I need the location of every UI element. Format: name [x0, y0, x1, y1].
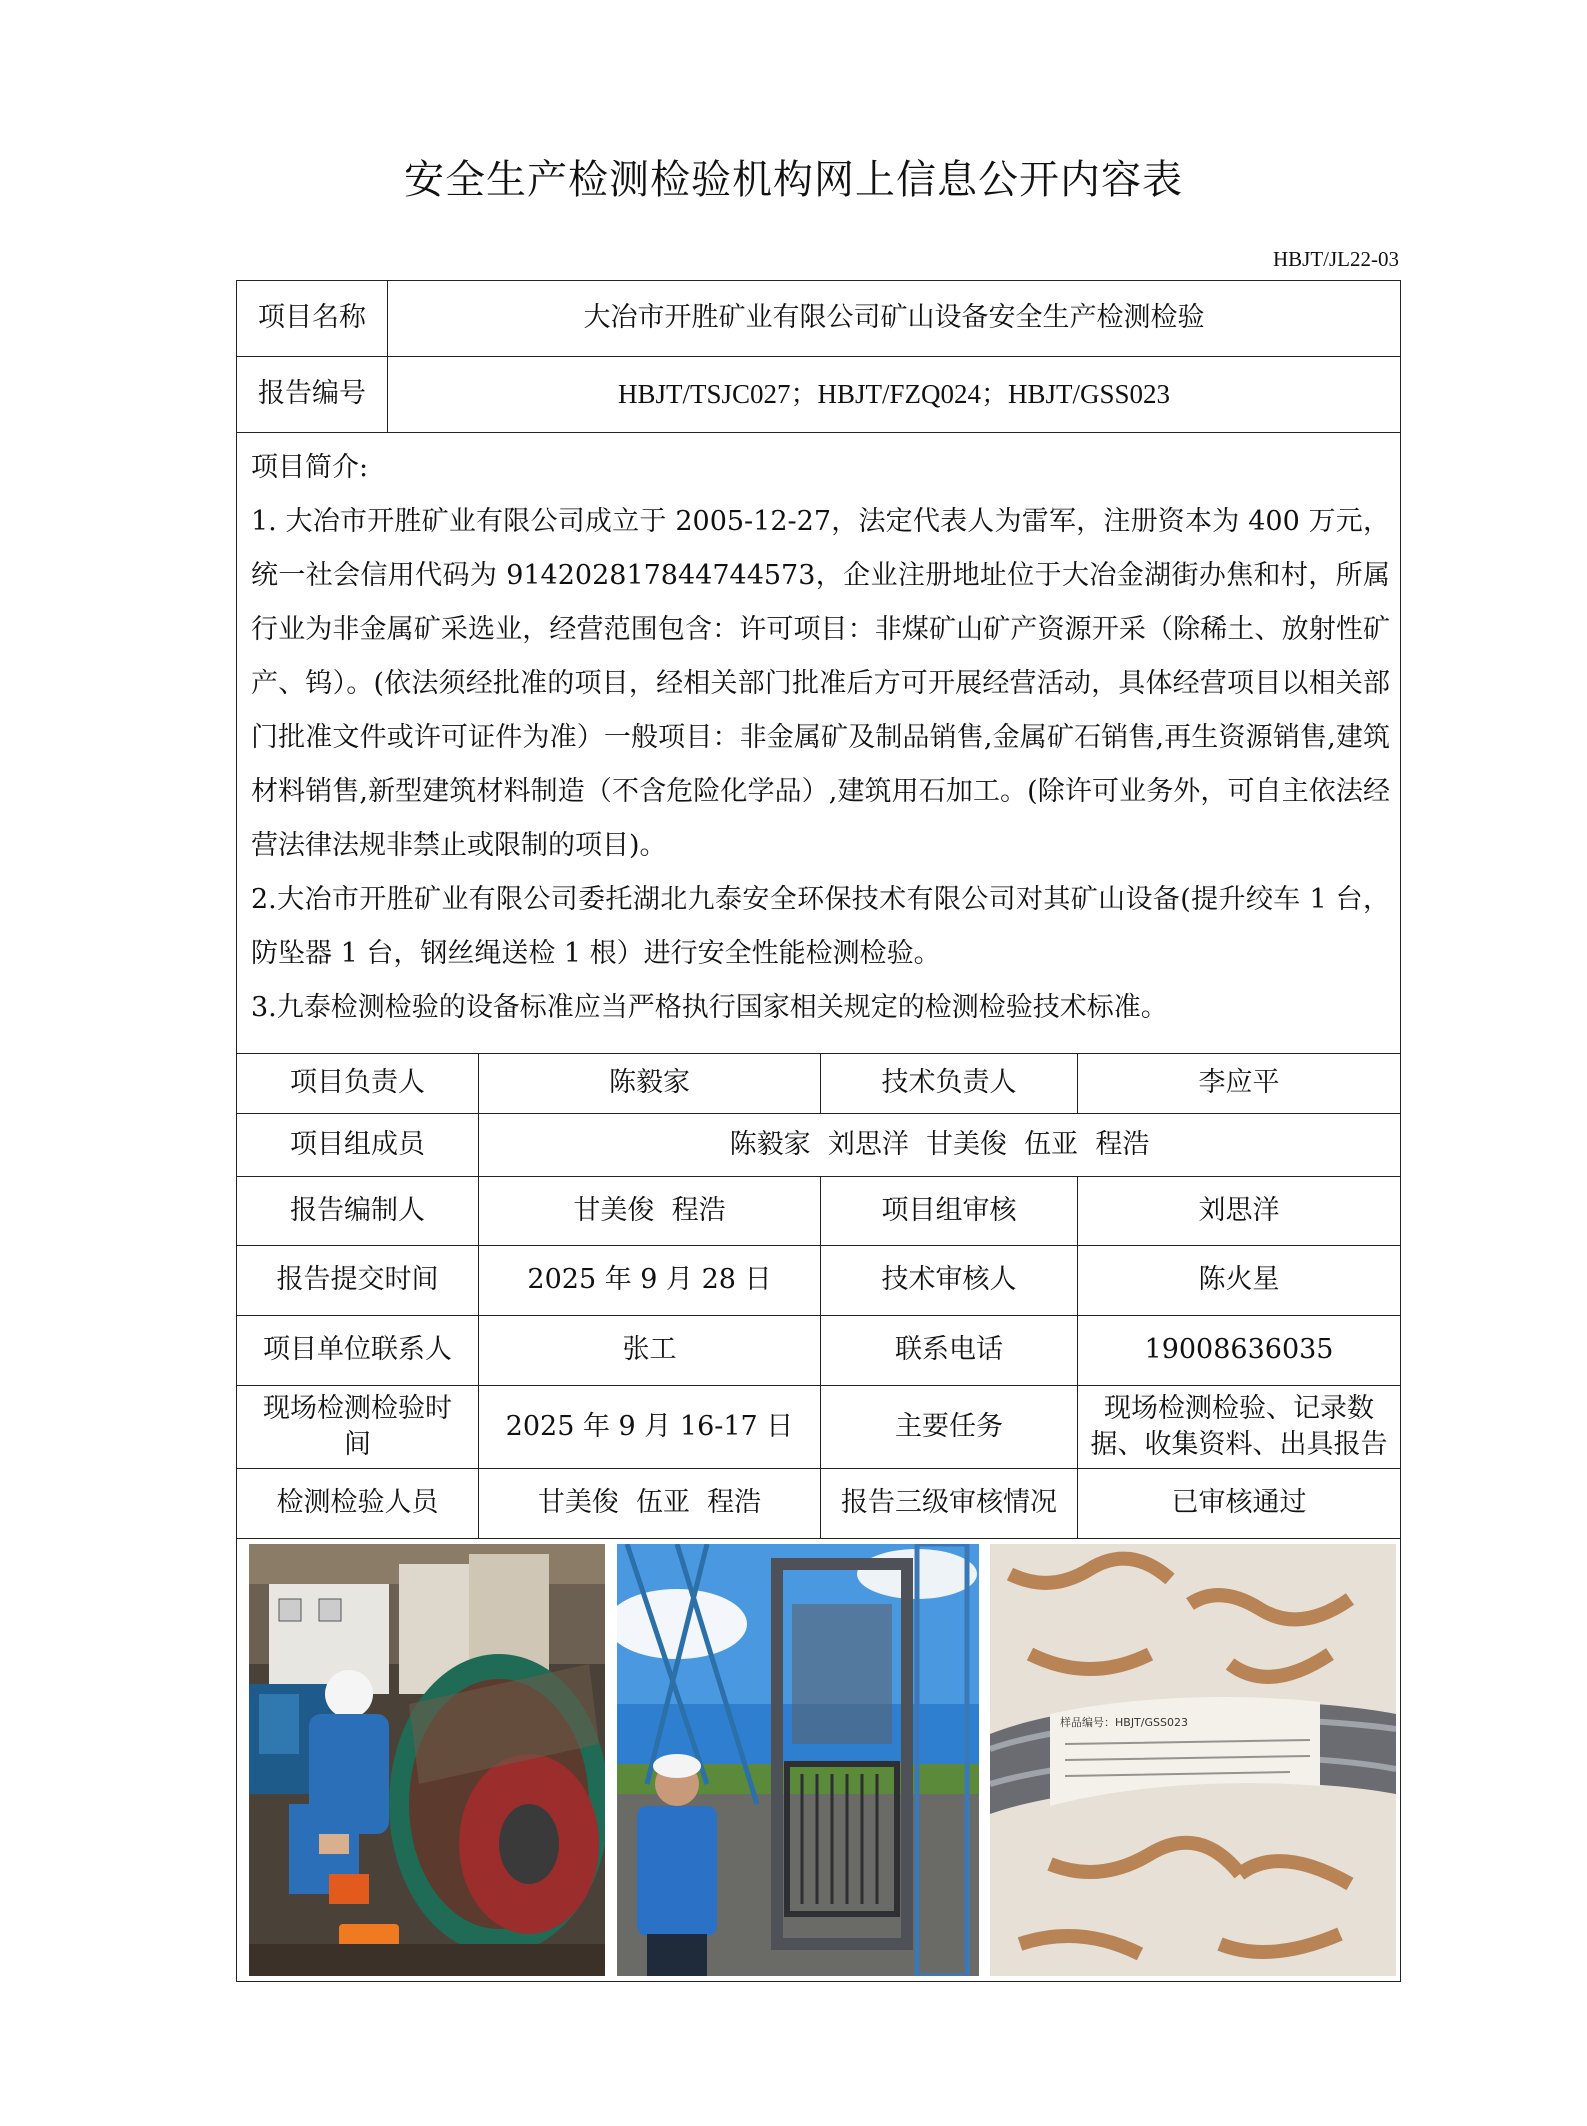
contact-value: 张工	[479, 1316, 821, 1386]
members-value: 陈毅家 刘思洋 甘美俊 伍亚 程浩	[479, 1114, 1401, 1177]
submit-time-label: 报告提交时间	[237, 1246, 479, 1316]
group-review-value: 刘思洋	[1078, 1177, 1401, 1246]
summary-heading: 项目简介:	[251, 452, 369, 483]
wire-rope-sample-photo	[990, 1544, 1396, 1976]
inspectors-value: 甘美俊 伍亚 程浩	[479, 1469, 821, 1539]
members-label: 项目组成员	[237, 1114, 479, 1177]
photo-row	[237, 1539, 1401, 1982]
summary-paragraph-1: 1. 大冶市开胜矿业有限公司成立于 2005-12-27，法定代表人为雷军，注册资本为 400 万元，统一社会信用代码为 914202817844744573，企业注册地址位于大冶金湖街办焦和村，所属行业为非金属矿采选业，经营范围包含：许可项目：非煤矿山矿产资源开采（除稀土、放射性矿产、钨）。(依法须经批准的项目，经相关部门批准后方可开展经营活动，具体经营项目以相关部门批准文件或许可证件为准）一般项目：非金属矿及制品销售,金属矿石销售,再生资源销售,建筑材料销售,新型建筑材料制造（不含危险化学品）,建筑用石加工。(除许可业务外，可自主依法经营法律法规非禁止或限制的项目)。	[251, 506, 1390, 861]
document-code: HBJT/JL22-03	[1273, 247, 1399, 271]
phone-value: 19008636035	[1078, 1316, 1401, 1386]
page-title: 安全生产检测检验机构网上信息公开内容表	[404, 157, 1183, 203]
summary-paragraph-2: 2.大冶市开胜矿业有限公司委托湖北九泰安全环保技术有限公司对其矿山设备(提升绞车 1 台，防坠器 1 台，钢丝绳送检 1 根）进行安全性能检测检验。	[251, 884, 1390, 969]
report-no-value: HBJT/TSJC027；HBJT/FZQ024；HBJT/GSS023	[388, 357, 1401, 433]
winch-inspection-photo	[249, 1544, 605, 1976]
tech-review-label: 技术审核人	[821, 1246, 1078, 1316]
inspectors-label: 检测检验人员	[237, 1469, 479, 1539]
lead-value: 陈毅家	[479, 1054, 821, 1114]
onsite-time-value: 2025 年 9 月 16-17 日	[479, 1386, 821, 1469]
submit-time-value: 2025 年 9 月 28 日	[479, 1246, 821, 1316]
info-table	[236, 280, 1401, 1982]
tech-lead-label: 技术负责人	[821, 1054, 1078, 1114]
fall-arrester-site-photo	[617, 1544, 979, 1976]
tech-lead-value: 李应平	[1078, 1054, 1401, 1114]
task-value: 现场检测检验、记录数据、收集资料、出具报告	[1078, 1386, 1401, 1469]
author-value: 甘美俊 程浩	[479, 1177, 821, 1246]
task-label: 主要任务	[821, 1386, 1078, 1469]
sample-label-text: 样品编号：HBJT/GSS023	[1060, 1716, 1188, 1729]
report-no-label: 报告编号	[237, 357, 388, 433]
tech-review-value: 陈火星	[1078, 1246, 1401, 1316]
audit-value: 已审核通过	[1078, 1469, 1401, 1539]
phone-label: 联系电话	[821, 1316, 1078, 1386]
lead-label: 项目负责人	[237, 1054, 479, 1114]
project-name-value: 大冶市开胜矿业有限公司矿山设备安全生产检测检验	[388, 281, 1401, 357]
onsite-time-label: 现场检测检验时间	[237, 1386, 479, 1469]
summary-paragraph-3: 3.九泰检测检验的设备标准应当严格执行国家相关规定的检测检验技术标准。	[251, 992, 1168, 1023]
project-summary	[237, 433, 1401, 1054]
contact-label: 项目单位联系人	[237, 1316, 479, 1386]
project-name-label: 项目名称	[237, 281, 388, 357]
author-label: 报告编制人	[237, 1177, 479, 1246]
group-review-label: 项目组审核	[821, 1177, 1078, 1246]
audit-label: 报告三级审核情况	[821, 1469, 1078, 1539]
